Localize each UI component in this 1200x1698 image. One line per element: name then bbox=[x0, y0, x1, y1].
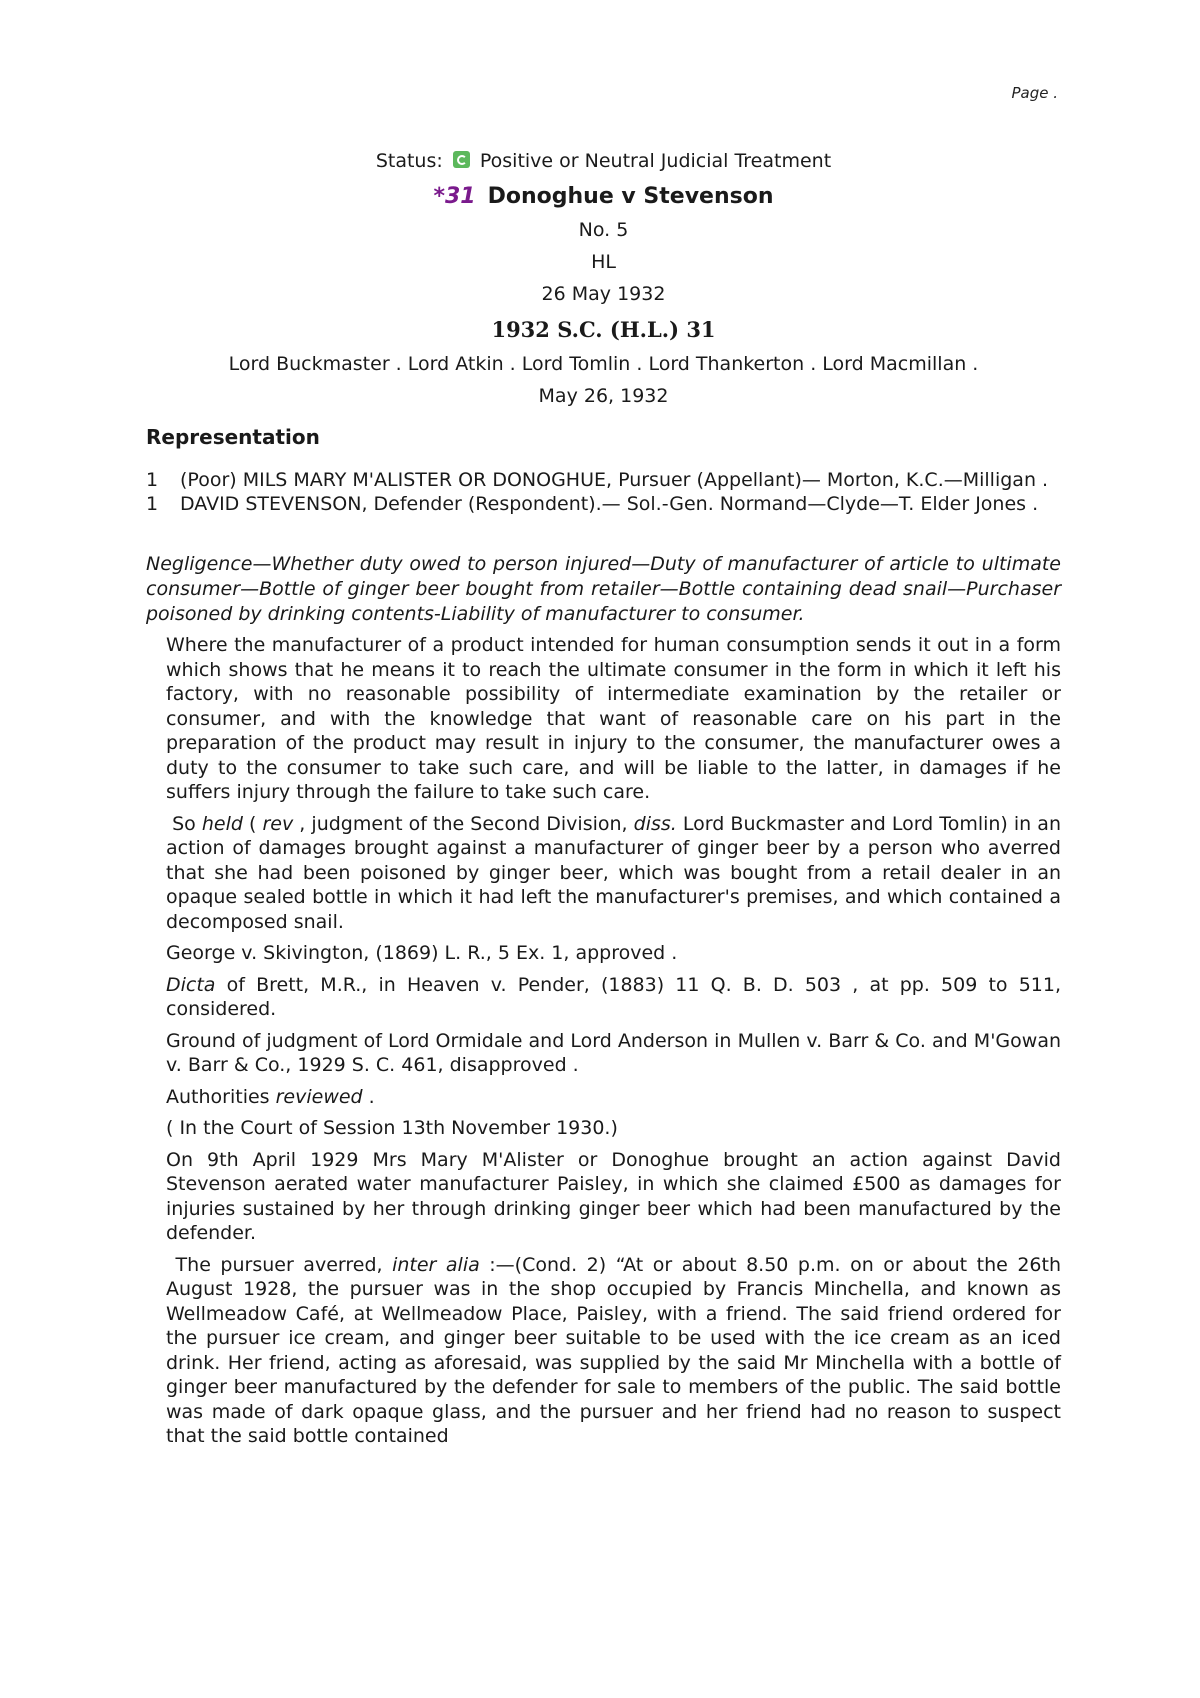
paragraph bbox=[166, 1253, 1061, 1449]
representation-item bbox=[146, 468, 1061, 492]
text-run: Authorities bbox=[166, 1085, 276, 1108]
representation-heading: Representation bbox=[146, 425, 320, 449]
case-number: No. 5 bbox=[578, 219, 629, 241]
text-run-italic: Dicta bbox=[166, 973, 216, 996]
representation-text: DAVID STEVENSON, Defender (Respondent).— Sol.-Gen. Normand—Clyde—T. Elder Jones . bbox=[180, 493, 1039, 515]
document-content bbox=[146, 146, 1061, 1449]
representation-item bbox=[146, 492, 1061, 516]
headnote: Negligence—Whether duty owed to person injured—Duty of manufacturer of article to ultimate consumer—Bottle of ginger beer bought from retailer—Bottle containing dead snail—Purchaser poisoned by drinking contents-Liability of manufacturer to consumer. bbox=[146, 553, 1061, 625]
representation-number: 1 bbox=[146, 493, 159, 515]
text-run: , judgment of the Second Division, bbox=[293, 812, 634, 835]
paragraph bbox=[166, 973, 1061, 1022]
decision-date: May 26, 1932 bbox=[538, 385, 669, 407]
text-run: The pursuer averred, bbox=[175, 1253, 393, 1276]
paragraph: Ground of judgment of Lord Ormidale and Lord Anderson in Mullen v. Barr & Co. and M'Gowan v. Barr & Co., 1929 S. C. 461, disapproved . bbox=[166, 1029, 1061, 1076]
judgment-body bbox=[146, 633, 1061, 1449]
text-run: Lord Buckmaster and Lord Tomlin) in an action of damages brought against a manufacturer of ginger beer by a person who averred that she had been poisoned by ginger beer, which was bought from a retail dealer in an opaque sealed bottle in which it had left the manufacturer's premises, and which contained a decomposed snail. bbox=[166, 812, 1061, 933]
representation-text: (Poor) MILS MARY M'ALISTER OR DONOGHUE, Pursuer (Appellant)— Morton, K.C.—Milligan . bbox=[180, 469, 1049, 491]
text-run: ( bbox=[242, 812, 263, 835]
star-page-marker: *31 bbox=[433, 184, 476, 209]
paragraph bbox=[166, 812, 1061, 935]
text-run-italic: reviewed bbox=[275, 1085, 363, 1108]
paragraph: On 9th April 1929 Mrs Mary M'Alister or Donoghue brought an action against David Stevenson aerated water manufacturer Paisley, in which she claimed £500 as damages for injuries sustained by her through drinking ginger beer which had been manufactured by the defender. bbox=[166, 1148, 1061, 1244]
paragraph: George v. Skivington, (1869) L. R., 5 Ex. 1, approved . bbox=[166, 942, 678, 964]
status-line bbox=[146, 146, 1061, 176]
text-run: of Brett, M.R., in Heaven v. Pender, (1883) 11 Q. B. D. 503 , at pp. 509 to 511, considered. bbox=[166, 973, 1061, 1020]
paragraph: Where the manufacturer of a product intended for human consumption sends it out in a form which shows that he means it to reach the ultimate consumer in the form in which it left his factory, with no reasonable possibility of intermediate examination by the retailer or consumer, and with the knowledge that want of reasonable care on his part in the preparation of the product may result in injury to the consumer, the manufacturer owes a duty to the consumer to take such care, and will be liable to the latter, in damages if he suffers injury through the failure to take such care. bbox=[166, 634, 1061, 803]
text-run: :—(Cond. 2) “At or about 8.50 p.m. on or about the 26th August 1928, the pursuer was in the shop occupied by Francis Minchella, and known as Wellmeadow Café, at Wellmeadow Place, Paisley, with a friend. The said friend ordered for the pursuer ice cream, and ginger beer suitable to be used with the ice cream as an iced drink. Her friend, acting as aforesaid, was supplied by the said Mr Minchella with a bottle of ginger beer manufactured by the defender for sale to members of the public. The said bottle was made of dark opaque glass, and the pursuer and her friend had no reason to suspect that the said bottle contained bbox=[166, 1253, 1062, 1447]
text-run-italic: rev bbox=[262, 812, 294, 835]
judges-list: Lord Buckmaster . Lord Atkin . Lord Tomlin . Lord Thankerton . Lord Macmillan . bbox=[228, 353, 979, 375]
case-title: Donoghue v Stevenson bbox=[487, 184, 774, 209]
status-prefix: Status: bbox=[375, 150, 443, 172]
text-run-italic: diss. bbox=[633, 812, 677, 835]
text-run: So bbox=[172, 812, 202, 835]
representation-number: 1 bbox=[146, 469, 159, 491]
status-positive-icon bbox=[453, 151, 470, 168]
paragraph: ( In the Court of Session 13th November 1930.) bbox=[166, 1117, 618, 1139]
case-date: 26 May 1932 bbox=[541, 283, 666, 305]
case-court: HL bbox=[591, 251, 616, 273]
text-run-italic: held bbox=[201, 812, 243, 835]
case-title-line bbox=[146, 180, 1061, 214]
paragraph bbox=[166, 1085, 1061, 1110]
text-run-italic: inter alia bbox=[392, 1253, 480, 1276]
page-label: Page . bbox=[1011, 84, 1058, 102]
text-run: . bbox=[362, 1085, 375, 1108]
case-citation: 1932 S.C. (H.L.) 31 bbox=[491, 317, 716, 342]
representation-list bbox=[146, 468, 1061, 516]
status-text: Positive or Neutral Judicial Treatment bbox=[479, 150, 832, 172]
